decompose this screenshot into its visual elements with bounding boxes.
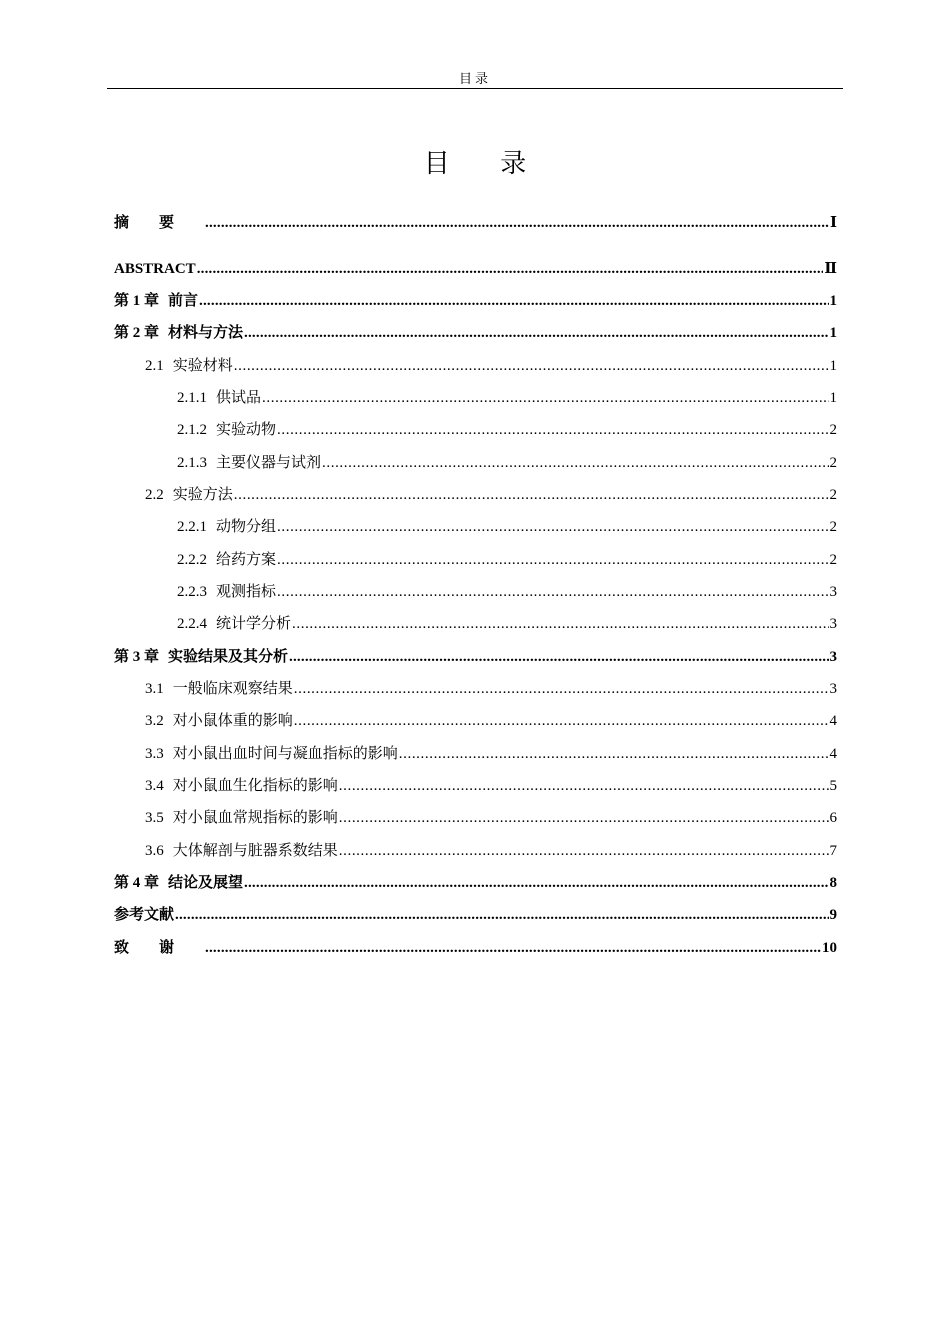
- toc-entry[interactable]: [114, 937, 837, 959]
- toc-entry-label: 供试品: [216, 390, 262, 406]
- toc-dot-leader: [277, 581, 828, 603]
- toc-entry-label: 结论及展望: [168, 875, 244, 891]
- toc-entry-number: 3.1: [145, 681, 164, 697]
- toc-dot-leader: [339, 775, 829, 797]
- toc-entry-page: 2: [829, 455, 837, 471]
- toc-entry-label: 动物分组: [216, 519, 277, 535]
- toc-entry[interactable]: [177, 387, 837, 409]
- toc-entry-label: 对小鼠出血时间与凝血指标的影响: [172, 746, 398, 762]
- toc-dot-leader: [322, 452, 828, 474]
- toc-entry[interactable]: [145, 807, 837, 829]
- toc-entry-page: 2: [829, 519, 837, 535]
- toc-entry-number: 2.1.1: [177, 390, 207, 406]
- toc-entry-number: 第 3 章: [114, 649, 160, 665]
- toc-entry-page: 8: [829, 875, 837, 891]
- toc-dot-leader: [175, 904, 828, 926]
- toc-dot-leader: [234, 355, 829, 377]
- toc-entry[interactable]: [177, 581, 837, 603]
- toc-entry-number: 3.6: [145, 843, 164, 859]
- toc-entry[interactable]: [114, 258, 837, 280]
- toc-entry-label: 实验方法: [172, 487, 233, 503]
- toc-entry-label: 实验动物: [216, 422, 277, 438]
- toc-entry-label: 对小鼠血生化指标的影响: [172, 778, 338, 794]
- toc-entry-page: 3: [829, 681, 837, 697]
- toc-entry[interactable]: [114, 904, 837, 926]
- toc-entry[interactable]: [145, 743, 837, 765]
- running-header-title: 目录: [458, 71, 491, 86]
- toc-dot-leader: [199, 290, 828, 312]
- toc-entry-page: 7: [829, 843, 837, 859]
- toc-entry[interactable]: [177, 516, 837, 538]
- toc-entry-page: 2: [829, 422, 837, 438]
- toc-entry-number: 2.2: [145, 487, 164, 503]
- toc-entry-label: 大体解剖与脏器系数结果: [172, 843, 338, 859]
- toc-entry[interactable]: [145, 678, 837, 700]
- toc-entry-number: 2.1: [145, 358, 164, 374]
- toc-entry-page: 3: [829, 584, 837, 600]
- toc-entry-page: 1: [829, 358, 837, 374]
- toc-entry-page: 5: [829, 778, 837, 794]
- toc-entry-number: 3.2: [145, 713, 164, 729]
- toc-entry[interactable]: [145, 710, 837, 732]
- toc-entry[interactable]: [177, 452, 837, 474]
- toc-entry-page: 6: [829, 810, 837, 826]
- toc-dot-leader: [294, 710, 829, 732]
- toc-entry-number: 2.1.2: [177, 422, 207, 438]
- toc-dot-leader: [292, 613, 828, 635]
- toc-dot-leader: [205, 212, 829, 234]
- toc-dot-leader: [277, 516, 828, 538]
- toc-entry-label: 观测指标: [216, 584, 277, 600]
- toc-dot-leader: [289, 646, 828, 668]
- toc-entry[interactable]: [114, 872, 837, 894]
- toc-entry-label: 致谢: [114, 940, 205, 956]
- toc-entry-label: ABSTRACT: [114, 261, 196, 277]
- toc-entry-page: Ⅰ: [829, 215, 837, 231]
- toc-entry-label: 参考文献: [114, 907, 175, 923]
- running-header: [107, 70, 843, 89]
- toc-entry-number: 2.2.4: [177, 616, 207, 632]
- toc-entry-number: 第 1 章: [114, 293, 160, 309]
- toc-entry-number: 3.3: [145, 746, 164, 762]
- toc-dot-leader: [277, 549, 828, 571]
- toc-entry-label: 摘要: [114, 215, 205, 231]
- toc-entry-label: 一般临床观察结果: [172, 681, 293, 697]
- toc-entry[interactable]: [114, 212, 837, 234]
- toc-entry-label: 主要仪器与试剂: [216, 455, 322, 471]
- toc-entry-page: 4: [829, 713, 837, 729]
- toc-entry-label: 给药方案: [216, 552, 277, 568]
- toc-entry-number: 2.2.1: [177, 519, 207, 535]
- toc-entry-number: 3.5: [145, 810, 164, 826]
- toc-dot-leader: [277, 419, 828, 441]
- toc-entry-label: 对小鼠血常规指标的影响: [172, 810, 338, 826]
- toc-entry-page: 1: [829, 293, 837, 309]
- toc-dot-leader: [399, 743, 829, 765]
- toc-entry-page: 3: [829, 649, 837, 665]
- toc-dot-leader: [262, 387, 828, 409]
- toc-dot-leader: [197, 258, 824, 280]
- toc-dot-leader: [205, 937, 821, 959]
- toc-entry-number: 2.2.3: [177, 584, 207, 600]
- toc-entry-page: 9: [829, 907, 837, 923]
- toc-entry[interactable]: [177, 419, 837, 441]
- toc-entry-page: 10: [822, 940, 837, 956]
- toc-entry[interactable]: [177, 549, 837, 571]
- toc-dot-leader: [244, 322, 828, 344]
- toc-entry-label: 对小鼠体重的影响: [172, 713, 293, 729]
- toc-entry[interactable]: [177, 613, 837, 635]
- toc-entry-page: Ⅱ: [824, 261, 837, 277]
- toc-entry-number: 3.4: [145, 778, 164, 794]
- toc-dot-leader: [339, 807, 829, 829]
- toc-entry-page: 2: [829, 552, 837, 568]
- toc-entry-number: 2.2.2: [177, 552, 207, 568]
- toc-entry-page: 1: [829, 325, 837, 341]
- toc-entry-label: 前言: [168, 293, 199, 309]
- toc-dot-leader: [244, 872, 828, 894]
- toc-entry[interactable]: [145, 775, 837, 797]
- toc-entry-number: 第 2 章: [114, 325, 160, 341]
- toc-dot-leader: [294, 678, 829, 700]
- toc-entry[interactable]: [145, 840, 837, 862]
- toc-entry-page: 1: [829, 390, 837, 406]
- toc-entry[interactable]: [114, 322, 837, 344]
- toc-dot-leader: [234, 484, 829, 506]
- toc-entry[interactable]: [145, 355, 837, 377]
- toc-entry[interactable]: [145, 484, 837, 506]
- toc-entry-label: 实验材料: [172, 358, 233, 374]
- toc-entry-page: 3: [829, 616, 837, 632]
- toc-entry[interactable]: [114, 646, 837, 668]
- toc-entry-number: 第 4 章: [114, 875, 160, 891]
- toc-entry-number: 2.1.3: [177, 455, 207, 471]
- toc-entry-page: 2: [829, 487, 837, 503]
- toc-entry-page: 4: [829, 746, 837, 762]
- toc-entry-label: 实验结果及其分析: [168, 649, 289, 665]
- toc-dot-leader: [339, 840, 829, 862]
- toc-entry-label: 材料与方法: [168, 325, 244, 341]
- page-title: 目 录: [423, 149, 549, 178]
- toc-entry-label: 统计学分析: [216, 616, 292, 632]
- toc-entry[interactable]: [114, 290, 837, 312]
